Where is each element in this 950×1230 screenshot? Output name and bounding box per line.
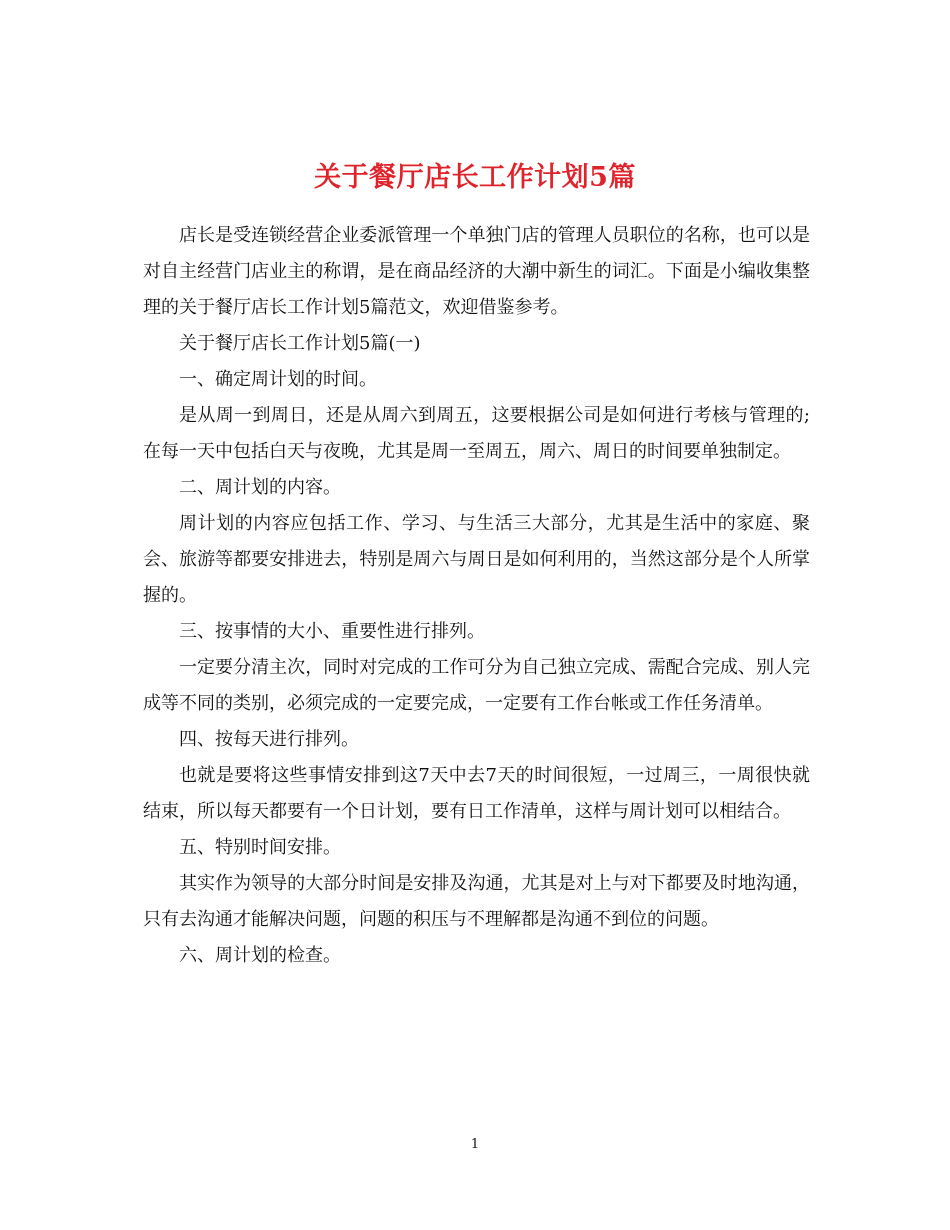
paragraph-item-2-heading: 二、周计划的内容。 [179, 477, 341, 498]
paragraph-item-6-heading: 六、周计划的检查。 [179, 945, 341, 966]
paragraph-item-1-heading: 一、确定周计划的时间。 [179, 369, 377, 390]
paragraph-item-4-body: 也就是要将这些事情安排到这7天中去7天的时间很短，一过周三，一周很快就结束，所以每天都要有一个日计划，要有日工作清单，这样与周计划可以相结合。 [143, 765, 810, 822]
document-title: 关于餐厅店长工作计划5篇 [314, 162, 636, 194]
paragraph-item-5-heading: 五、特别时间安排。 [179, 837, 341, 858]
paragraph-item-5-body: 其实作为领导的大部分时间是安排及沟通，尤其是对上与对下都要及时地沟通，只有去沟通才能解决问题，问题的积压与不理解都是沟通不到位的问题。 [143, 873, 810, 930]
paragraph-item-4-heading: 四、按每天进行排列。 [179, 729, 359, 750]
paragraph-intro: 店长是受连锁经营企业委派管理一个单独门店的管理人员职位的名称，也可以是对自主经营门店业主的称谓，是在商品经济的大潮中新生的词汇。下面是小编收集整理的关于餐厅店长工作计划5篇范文，欢迎借鉴参考。 [143, 225, 810, 318]
paragraph-item-1-body: 是从周一到周日，还是从周六到周五，这要根据公司是如何进行考核与管理的;在每一天中包括白天与夜晚，尤其是周一至周五，周六、周日的时间要单独制定。 [143, 405, 810, 462]
page-number: 1 [470, 1137, 480, 1152]
paragraph-item-3-heading: 三、按事情的大小、重要性进行排列。 [179, 621, 485, 642]
document-body [143, 218, 810, 974]
paragraph-item-3-body: 一定要分清主次，同时对完成的工作可分为自己独立完成、需配合完成、别人完成等不同的类别，必须完成的一定要完成，一定要有工作台帐或工作任务清单。 [143, 657, 810, 714]
paragraph-item-2-body: 周计划的内容应包括工作、学习、与生活三大部分，尤其是生活中的家庭、聚会、旅游等都要安排进去，特别是周六与周日是如何利用的，当然这部分是个人所掌握的。 [143, 513, 810, 606]
paragraph-section-heading: 关于餐厅店长工作计划5篇(一) [179, 333, 421, 354]
